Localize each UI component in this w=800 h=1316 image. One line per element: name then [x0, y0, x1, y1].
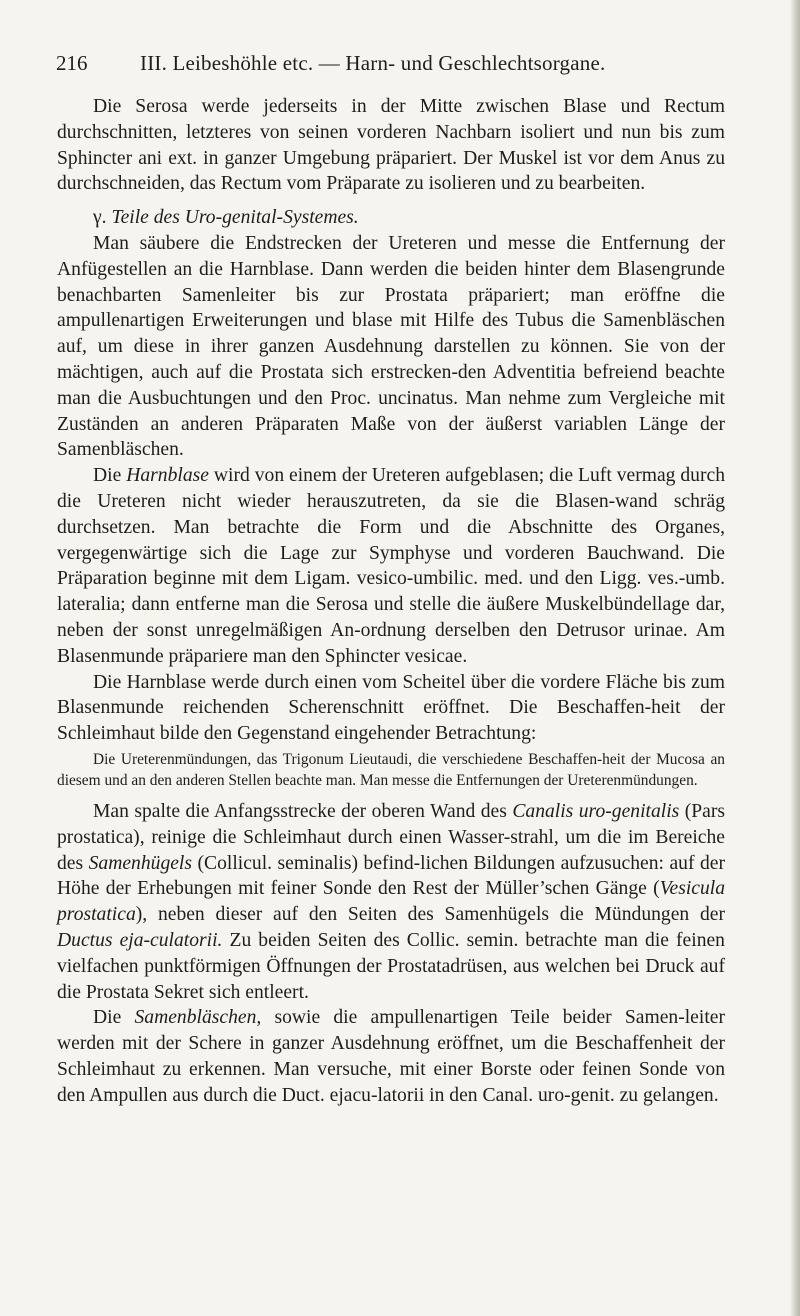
body-text — [57, 94, 725, 1108]
small-print-note: Die Ureterenmündungen, das Trigonum Lieutaudi, die verschiedene Beschaffen-heit der Mucosa an diesem und an den anderen Stellen beachte man. Man messe die Entfernungen der Ureterenmündungen. — [57, 750, 725, 789]
paragraph-serosa: Die Serosa werde jederseits in der Mitte zwischen Blase und Rectum durchschnitten, letzteres von seinen vorderen Nachbarn isoliert und nun bis zum Sphincter ani ext. in ganzer Umgebung präpariert. Der Muskel ist vor dem Anus zu durchschneiden, das Rectum vom Präparate zu isolieren und zu bearbeiten. — [57, 96, 725, 195]
paragraph-samenblaeschen: Die Samenbläschen, sowie die ampullenartigen Teile beider Samen-leiter werden mit der Schere in ganzer Ausdehnung eröffnet, um die Beschaffenheit der Schleimhaut zu erkennen. Man versuche, mit einer Borste oder feinen Sonde von den Ampullen aus durch die Duct. ejacu-latorii in den Canal. uro-genit. zu gelangen. — [57, 1007, 725, 1106]
term-vesicula: Vesicula prostatica — [57, 878, 725, 926]
term-ductus: Ductus eja-culatorii. — [57, 929, 223, 951]
page-edge-shadow — [790, 0, 800, 1316]
term-harnblase: Harnblase — [126, 465, 209, 487]
paragraph-harnblase: Die Harnblase wird von einem der Ureteren aufgeblasen; die Luft vermag durch die Ureteren nicht wieder herauszutreten, da sie die Blasen-wand schräg durchsetzen. Man betrachte die Form und die Abschnitte des Organes, vergegenwärtige sich die Lage zur Symphyse und vorderen Bauchwand. Die Präparation beginne mit dem Ligam. vesico-umbilic. med. und den Ligg. ves.-umb. lateralia; dann entferne man die Serosa und stelle die äußere Muskelbündellage dar, neben der sonst unregelmäßigen An-ordnung derselben den Detrusor urinae. Am Blasenmunde präpariere man den Sphincter vesicae. — [57, 465, 725, 667]
paragraph-canalis: Man spalte die Anfangsstrecke der oberen Wand des Canalis uro-genitalis (Pars prostatica), reinige die Schleimhaut durch einen Wasser-strahl, um die im Bereiche des Samenhügels (Collicul. seminalis) befind-lichen Bildungen aufzusuchen: auf der Höhe der Erhebungen mit feiner Sonde den Rest der Müller’schen Gänge (Vesicula prostatica), neben dieser auf den Seiten des Samenhügels die Mündungen der Ductus eja-culatorii. Zu beiden Seiten des Collic. semin. betrachte man die feinen vielfachen punktförmigen Öffnungen der Prostatadrüsen, aus welchen bei Druck auf die Prostata Sekret sich entleert. — [57, 800, 725, 1003]
running-title: III. Leibeshöhle etc. — Harn- und Geschlechtsorgane. — [140, 51, 606, 75]
section-letter: γ. — [93, 207, 112, 229]
section-heading — [57, 205, 725, 231]
term-canalis: Canalis uro-genitalis — [512, 800, 680, 822]
paragraph-ureteren: Man säubere die Endstrecken der Ureteren und messe die Entfernung der Anfügestellen an die Harnblase. Dann werden die beiden hinter dem Blasengrunde benachbarten Samenleiter bis zur Prostata präpariert; man eröffne die ampullenartigen Erweiterungen und blase mit Hilfe des Tubus die Samenbläschen auf, um diese in ihrer ganzen Ausdehnung darstellen zu können. Sie von der mächtigen, auch auf die Prostata sich erstrecken-den Adventitia befreiend beachte man die Ausbuchtungen und den Proc. uncinatus. Man nehme zum Vergleiche mit Zuständen an anderen Präparaten Maße von der äußerst variablen Länge der Samenbläschen. — [57, 232, 725, 461]
term-samenhuegel: Samenhügels — [88, 852, 193, 874]
section-title: Teile des Uro-genital-Systemes. — [111, 207, 359, 229]
page-number: 216 — [56, 51, 88, 75]
term-samenblaeschen: Samenbläschen, — [134, 1007, 262, 1029]
paragraph-eroeffnung: Die Harnblase werde durch einen vom Scheitel über die vordere Fläche bis zum Blasenmunde reichenden Scherenschnitt eröffnet. Die Beschaffen-heit der Schleimhaut bilde den Gegenstand eingehender Betrachtung: — [57, 671, 725, 745]
